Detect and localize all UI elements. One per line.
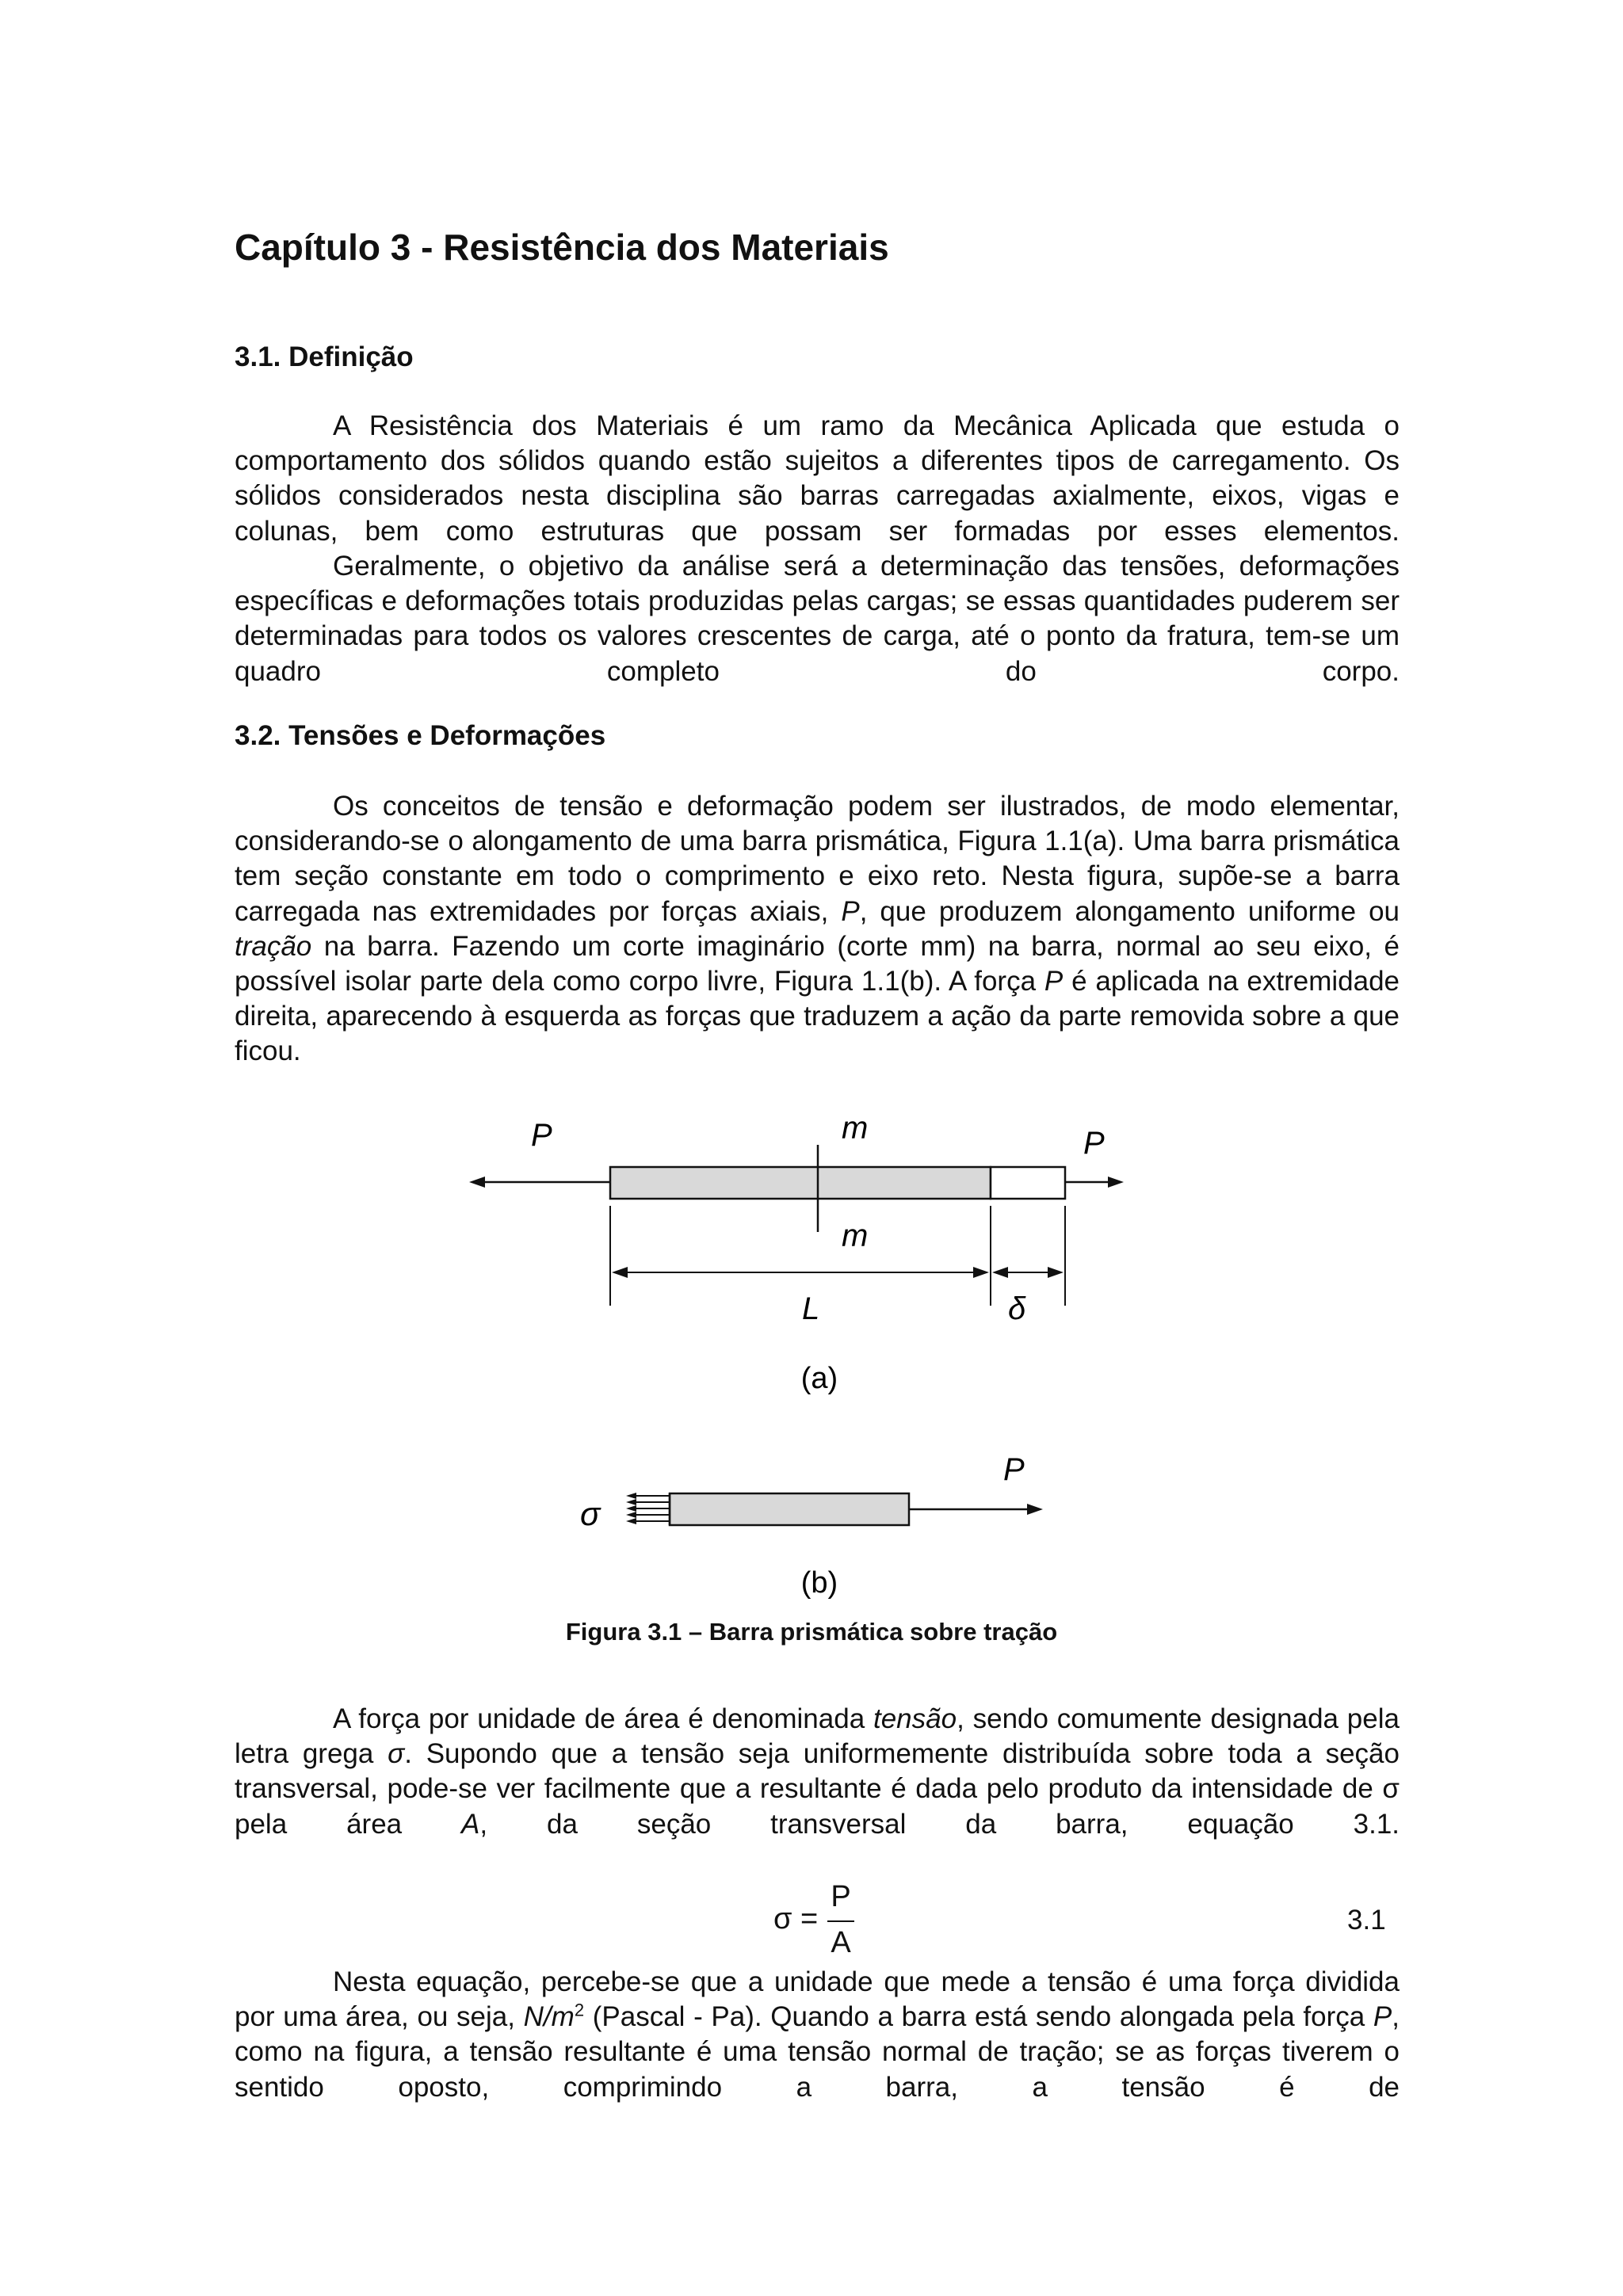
figure-caption: Figura 3.1 – Barra prismática sobre tração: [565, 1618, 1058, 1646]
paragraph-tensoes-1: [235, 789, 1400, 1070]
paragraph-text: . Supondo que a tensão seja uniformemente distribuída sobre toda a seção transversal, pode-se ver facilmente que a resultante é dada pelo produto da intensidade de σ pela área: [235, 1738, 1400, 1840]
italic-tracao: tração: [235, 930, 312, 962]
label-P-right: P: [1083, 1126, 1105, 1161]
paragraph-definicao-1: [235, 409, 1400, 549]
label-P-left: P: [531, 1118, 552, 1153]
italic-tensao: tensão: [873, 1703, 957, 1734]
italic-unit: N/m: [523, 2001, 575, 2033]
superscript: 2: [574, 2000, 585, 2020]
paragraph-tensao-def: [235, 1702, 1400, 1842]
arrowhead-P: [1027, 1504, 1043, 1515]
italic-P: P: [841, 895, 860, 927]
italic-P: P: [1044, 966, 1064, 997]
equation-numerator: P: [831, 1880, 851, 1913]
paragraph-definicao-2: [235, 549, 1400, 689]
chapter-title: Capítulo 3 - Resistência dos Materiais: [235, 227, 889, 268]
free-body-bar: [670, 1493, 909, 1525]
paragraph-unidade: [235, 1965, 1400, 2105]
paragraph-text: , que produzem alongamento uniforme ou: [859, 895, 1400, 927]
dimension-arrowhead: [612, 1267, 628, 1278]
paragraph-text: A força por unidade de área é denominada: [333, 1703, 873, 1734]
figure-a: [469, 1111, 1124, 1395]
arrowhead-right: [1108, 1177, 1124, 1188]
equation-number: 3.1: [1347, 1905, 1386, 1936]
section-title-definicao: 3.1. Definição: [235, 341, 414, 372]
label-sigma: σ: [580, 1495, 601, 1532]
bar-elongation: [991, 1167, 1065, 1199]
paragraph-text: Geralmente, o objetivo da análise será a determinação das tensões, deformações específicas e deformações totais produzidas pelas cargas; se essas quantidades puderem ser determinadas para todos os valores crescentes de carga, até o ponto da fratura, tem-se um quadro completo do corpo.: [235, 551, 1400, 687]
paragraph-text: é aplicada na extremidade direita, aparecendo à esquerda as forças que traduzem a ação da parte removida sobre a que ficou.: [235, 966, 1400, 1067]
arrowhead-left: [469, 1177, 485, 1188]
paragraph-text: , como na figura, a tensão resultante é uma tensão normal de tração; se as forças tiverem o sentido oposto, comprimindo a barra, a tensão é de: [235, 2001, 1400, 2103]
stress-arrowheads: [626, 1493, 636, 1524]
paragraph-text: Os conceitos de tensão e deformação podem ser ilustrados, de modo elementar, considerando-se o alongamento de uma barra prismática, Figura 1.1(a). Uma barra prismática tem seção constante em todo o comprimento e eixo reto. Nesta figura, supõe-se a barra carregada nas extremidades por forças axiais,: [235, 791, 1400, 927]
paragraph-text: (Pascal - Pa). Quando a barra está sendo alongada pela força: [584, 2001, 1373, 2033]
paragraph-text: na barra. Fazendo um corte imaginário (corte mm) na barra, normal ao seu eixo, é possível isolar parte dela como corpo livre, Figura 1.1(b). A força: [235, 930, 1400, 997]
fraction-bar: [827, 1920, 854, 1922]
caption-a: (a): [800, 1362, 838, 1395]
equation-denominator: A: [831, 1926, 851, 1959]
label-P: P: [1003, 1452, 1025, 1487]
figure-b: [580, 1452, 1043, 1600]
dimension-arrowhead: [992, 1267, 1008, 1278]
caption-b: (b): [800, 1566, 838, 1600]
equation-equals: =: [800, 1902, 819, 1936]
italic-A: A: [461, 1808, 480, 1840]
label-delta: δ: [1008, 1291, 1026, 1326]
dimension-arrowhead: [1048, 1267, 1064, 1278]
paragraph-text: , sendo comumente designada pela letra grega: [235, 1703, 1400, 1770]
paragraph-text: A Resistência dos Materiais é um ramo da Mecânica Aplicada que estuda o comportamento dos sólidos quando estão sujeitos a diferentes tipos de carregamento. Os sólidos considerados nesta disciplina são barras carregadas axialmente, eixos, vigas e colunas, bem como estruturas que possam ser formadas por esses elementos.: [235, 410, 1400, 547]
section-title-tensoes: 3.2. Tensões e Deformações: [235, 720, 606, 751]
figure-bar-tension: [0, 1093, 1623, 1648]
bar-body: [610, 1167, 991, 1199]
label-m-bottom: m: [842, 1219, 869, 1253]
italic-sigma: σ: [388, 1738, 405, 1770]
equation-lhs: σ: [773, 1902, 792, 1936]
label-m-top: m: [842, 1111, 869, 1146]
dimension-arrowhead: [973, 1267, 989, 1278]
italic-P: P: [1373, 2001, 1392, 2033]
label-L: L: [802, 1291, 820, 1326]
paragraph-text: Nesta equação, percebe-se que a unidade que mede a tensão é uma força dividida por uma área, ou seja,: [235, 1966, 1400, 2033]
paragraph-text: , da seção transversal da barra, equação 3.1.: [479, 1808, 1400, 1840]
stress-arrows: [634, 1496, 670, 1521]
